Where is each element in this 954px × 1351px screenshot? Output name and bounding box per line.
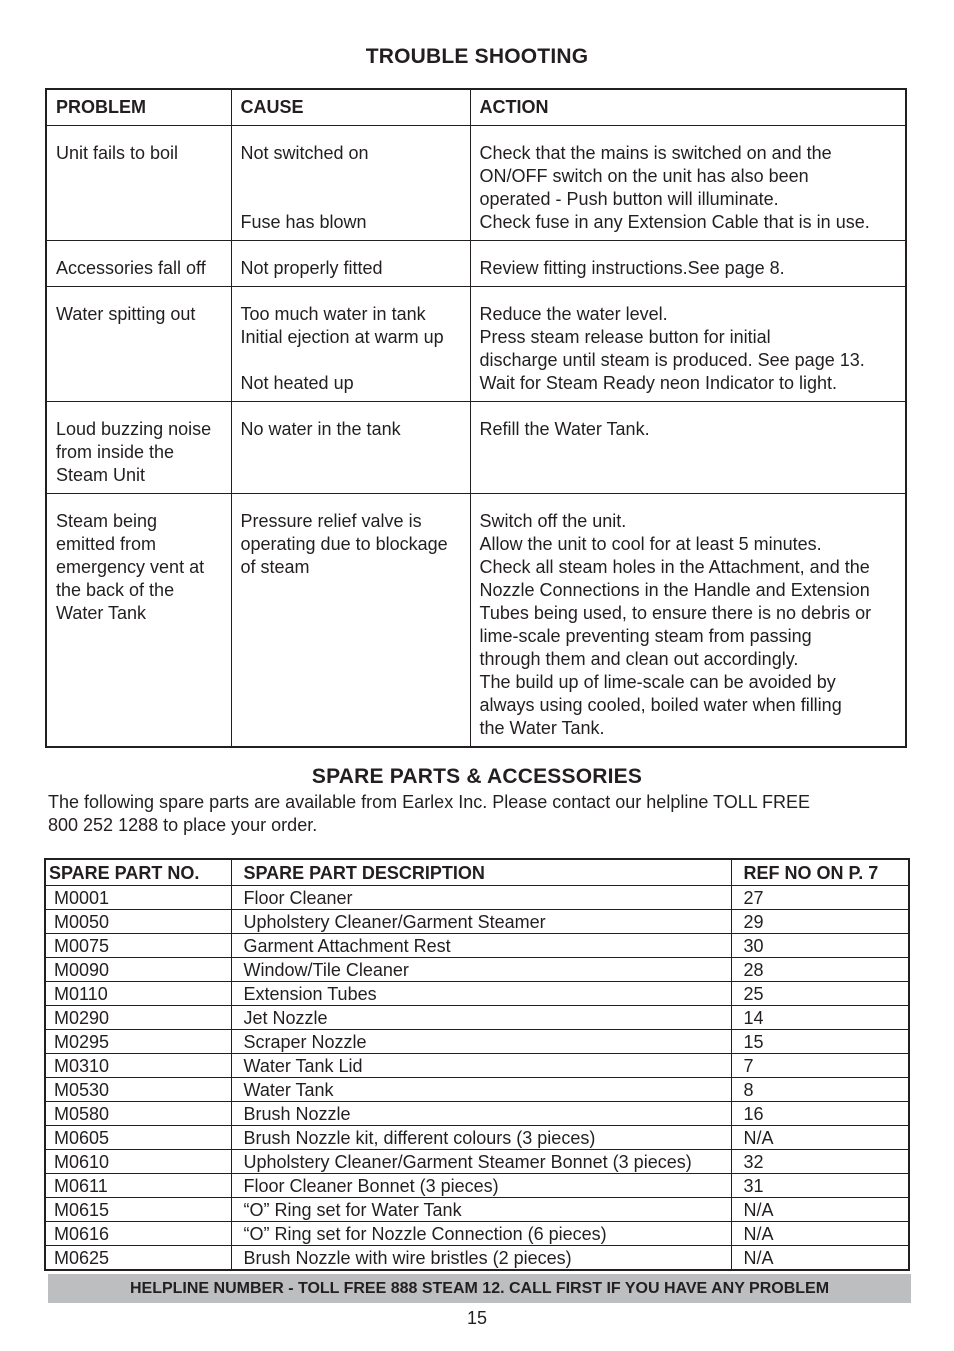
problem-line: Unit fails to boil — [56, 143, 179, 163]
spare-parts-title: SPARE PARTS & ACCESSORIES — [311, 765, 643, 788]
cell-ref: 27 — [731, 886, 909, 910]
action-line: lime-scale preventing steam from passing — [479, 626, 812, 646]
cell-problem — [46, 126, 231, 241]
cell-part-no: M0075 — [45, 934, 231, 958]
cell-cause — [231, 241, 470, 287]
table-row — [45, 934, 909, 958]
cell-ref: N/A — [731, 1246, 909, 1271]
cell-description: Garment Attachment Rest — [231, 934, 731, 958]
cause-line: Too much water in tank — [240, 304, 426, 324]
helpline-banner: HELPLINE NUMBER - TOLL FREE 888 STEAM 12. CALL FIRST IF YOU HAVE ANY PROBLEM — [48, 1274, 911, 1303]
cell-ref: 8 — [731, 1078, 909, 1102]
cell-action — [470, 287, 906, 402]
action-line: Refill the Water Tank. — [479, 419, 650, 439]
cell-description: Brush Nozzle — [231, 1102, 731, 1126]
problem-line: emitted from — [56, 534, 157, 554]
table-row — [45, 958, 909, 982]
cell-part-no: M0001 — [45, 886, 231, 910]
cause-line: Not heated up — [240, 373, 354, 393]
troubleshooting-row — [46, 402, 906, 494]
cell-part-no: M0295 — [45, 1030, 231, 1054]
cell-part-no: M0625 — [45, 1246, 231, 1271]
cell-description: Water Tank — [231, 1078, 731, 1102]
cell-description: Floor Cleaner Bonnet (3 pieces) — [231, 1174, 731, 1198]
cell-ref: 16 — [731, 1102, 909, 1126]
cell-description: Window/Tile Cleaner — [231, 958, 731, 982]
cell-ref: 7 — [731, 1054, 909, 1078]
cell-description: Jet Nozzle — [231, 1006, 731, 1030]
cell-description: Brush Nozzle kit, different colours (3 pieces) — [231, 1126, 731, 1150]
action-line: Tubes being used, to ensure there is no debris or — [479, 603, 872, 623]
cause-line: No water in the tank — [240, 419, 401, 439]
cause-line — [241, 188, 464, 211]
cause-line: Pressure relief valve is — [240, 511, 422, 531]
cell-cause — [231, 494, 470, 748]
cell-description: Upholstery Cleaner/Garment Steamer — [231, 910, 731, 934]
problem-line: Loud buzzing noise — [56, 419, 212, 439]
troubleshooting-row — [46, 494, 906, 748]
header-action: ACTION — [470, 89, 906, 126]
action-line: the Water Tank. — [479, 718, 605, 738]
cell-description: Floor Cleaner — [231, 886, 731, 910]
troubleshooting-header-row — [46, 89, 906, 126]
cell-ref: 30 — [731, 934, 909, 958]
action-line: Switch off the unit. — [479, 511, 627, 531]
action-line: Nozzle Connections in the Handle and Extension — [479, 580, 870, 600]
table-row — [45, 1078, 909, 1102]
cell-ref: 28 — [731, 958, 909, 982]
action-line: Review fitting instructions.See page 8. — [479, 258, 785, 278]
troubleshooting-row — [46, 241, 906, 287]
cause-line: of steam — [240, 557, 310, 577]
action-line: discharge until steam is produced. See page 13. — [479, 350, 865, 370]
problem-line: Water spitting out — [56, 304, 196, 324]
cell-description: “O” Ring set for Nozzle Connection (6 pieces) — [231, 1222, 731, 1246]
cause-line: Fuse has blown — [240, 212, 367, 232]
cell-description: Extension Tubes — [231, 982, 731, 1006]
troubleshooting-table — [45, 88, 907, 748]
spare-parts-intro — [48, 791, 908, 837]
table-row — [45, 982, 909, 1006]
cell-ref: 31 — [731, 1174, 909, 1198]
cell-action — [470, 494, 906, 748]
cell-problem — [46, 241, 231, 287]
table-row — [45, 910, 909, 934]
cell-ref: 29 — [731, 910, 909, 934]
cell-description: Water Tank Lid — [231, 1054, 731, 1078]
cause-line: Initial ejection at warm up — [240, 327, 444, 347]
action-line: Reduce the water level. — [479, 304, 668, 324]
spare-parts-header-row — [45, 859, 909, 886]
cell-part-no: M0050 — [45, 910, 231, 934]
cell-part-no: M0616 — [45, 1222, 231, 1246]
table-row — [45, 886, 909, 910]
intro-line: 800 252 1288 to place your order. — [48, 815, 318, 835]
action-line: always using cooled, boiled water when filling — [479, 695, 842, 715]
header-description: SPARE PART DESCRIPTION — [231, 859, 731, 886]
spare-parts-table — [44, 858, 910, 1271]
cell-ref: 14 — [731, 1006, 909, 1030]
troubleshooting-title: TROUBLE SHOOTING — [365, 45, 589, 68]
cell-part-no: M0110 — [45, 982, 231, 1006]
cell-part-no: M0615 — [45, 1198, 231, 1222]
table-row — [45, 1006, 909, 1030]
cell-description: “O” Ring set for Water Tank — [231, 1198, 731, 1222]
action-line: operated - Push button will illuminate. — [479, 189, 779, 209]
problem-line: Steam Unit — [56, 465, 146, 485]
header-ref: REF NO ON P. 7 — [731, 859, 909, 886]
cell-part-no: M0290 — [45, 1006, 231, 1030]
action-line: The build up of lime-scale can be avoided by — [479, 672, 836, 692]
table-row — [45, 1054, 909, 1078]
problem-line: the back of the — [56, 580, 175, 600]
cell-description: Brush Nozzle with wire bristles (2 pieces) — [231, 1246, 731, 1271]
cell-cause — [231, 287, 470, 402]
action-line: Check all steam holes in the Attachment, and the — [479, 557, 870, 577]
table-row — [45, 1030, 909, 1054]
problem-line: Steam being — [56, 511, 158, 531]
cell-problem — [46, 402, 231, 494]
action-line: Check that the mains is switched on and the — [479, 143, 832, 163]
cell-problem — [46, 494, 231, 748]
cause-line: Not switched on — [240, 143, 369, 163]
cell-ref: N/A — [731, 1126, 909, 1150]
cell-part-no: M0605 — [45, 1126, 231, 1150]
table-row — [45, 1198, 909, 1222]
cause-line — [241, 165, 464, 188]
cell-description: Scraper Nozzle — [231, 1030, 731, 1054]
action-line: Check fuse in any Extension Cable that is in use. — [479, 212, 870, 232]
cell-part-no: M0580 — [45, 1102, 231, 1126]
cause-line — [241, 349, 464, 372]
cell-part-no: M0530 — [45, 1078, 231, 1102]
cell-ref: N/A — [731, 1198, 909, 1222]
table-row — [45, 1174, 909, 1198]
troubleshooting-row — [46, 126, 906, 241]
problem-line: emergency vent at — [56, 557, 205, 577]
table-row — [45, 1222, 909, 1246]
cause-line: Not properly fitted — [240, 258, 383, 278]
action-line: ON/OFF switch on the unit has also been — [479, 166, 809, 186]
action-line: Wait for Steam Ready neon Indicator to light. — [479, 373, 838, 393]
cell-cause — [231, 126, 470, 241]
table-row — [45, 1102, 909, 1126]
problem-line: from inside the — [56, 442, 175, 462]
page-number: 15 — [466, 1308, 488, 1328]
cell-ref: 32 — [731, 1150, 909, 1174]
troubleshooting-row — [46, 287, 906, 402]
header-problem: PROBLEM — [46, 89, 231, 126]
cell-ref: 25 — [731, 982, 909, 1006]
header-cause: CAUSE — [231, 89, 470, 126]
cell-action — [470, 241, 906, 287]
problem-line: Water Tank — [56, 603, 147, 623]
cell-action — [470, 126, 906, 241]
table-row — [45, 1150, 909, 1174]
problem-line: Accessories fall off — [56, 258, 206, 278]
cell-ref: 15 — [731, 1030, 909, 1054]
action-line: Allow the unit to cool for at least 5 minutes. — [479, 534, 822, 554]
cell-part-no: M0090 — [45, 958, 231, 982]
cell-part-no: M0610 — [45, 1150, 231, 1174]
table-row — [45, 1246, 909, 1271]
table-row — [45, 1126, 909, 1150]
cause-line: operating due to blockage — [240, 534, 448, 554]
cell-action — [470, 402, 906, 494]
action-line: through them and clean out accordingly. — [479, 649, 799, 669]
cell-part-no: M0310 — [45, 1054, 231, 1078]
cell-description: Upholstery Cleaner/Garment Steamer Bonnet (3 pieces) — [231, 1150, 731, 1174]
action-line: Press steam release button for initial — [479, 327, 771, 347]
cell-problem — [46, 287, 231, 402]
cell-part-no: M0611 — [45, 1174, 231, 1198]
cell-cause — [231, 402, 470, 494]
intro-line: The following spare parts are available from Earlex Inc. Please contact our helpline TOLL FREE — [48, 792, 811, 812]
cell-ref: N/A — [731, 1222, 909, 1246]
header-part-no: SPARE PART NO. — [45, 859, 231, 886]
